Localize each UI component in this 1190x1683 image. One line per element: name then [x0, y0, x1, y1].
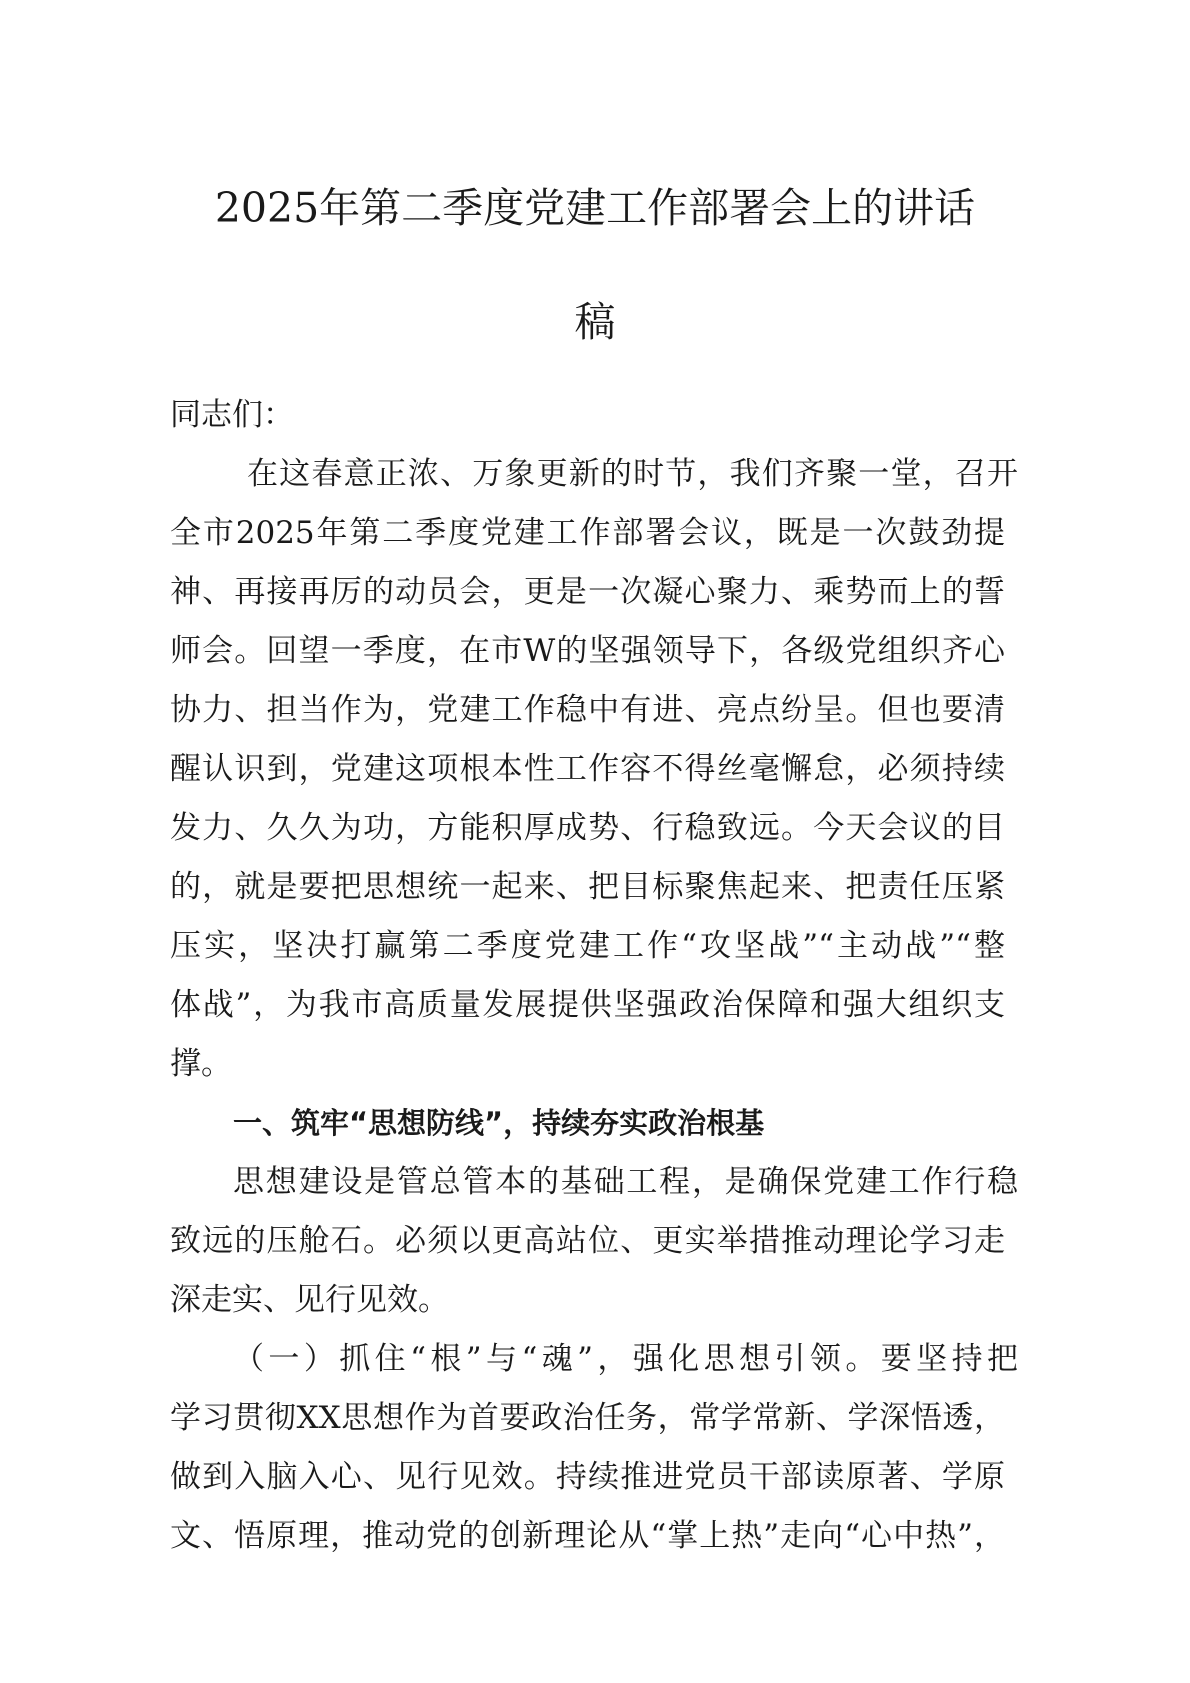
- subsection-line: （一）抓住“根”与“魂”，强化思想引领。要坚持把: [233, 1341, 1018, 1377]
- body-line: 体战”，为我市高质量发展提供坚强政治保障和强大组织支: [170, 987, 1005, 1023]
- section-heading: 一、筑牢“思想防线”，持续夯实政治根基: [233, 1106, 765, 1140]
- body-line: 在这春意正浓、万象更新的时节，我们齐聚一堂，召开: [247, 456, 1018, 492]
- body-line: 致远的压舱石。必须以更高站位、更实举措推动理论学习走: [170, 1223, 1005, 1259]
- body-line: 撑。: [170, 1046, 232, 1082]
- document-title-line1: 2025年第二季度党建工作部署会上的讲话: [214, 184, 976, 232]
- body-line: 神、再接再厉的动员会，更是一次凝心聚力、乘势而上的誓: [170, 574, 1005, 610]
- body-line: 发力、久久为功，方能积厚成势、行稳致远。今天会议的目: [170, 810, 1005, 846]
- body-line: 压实，坚决打赢第二季度党建工作“攻坚战”“主动战”“整: [170, 928, 1005, 964]
- body-line: 全市2025年第二季度党建工作部署会议，既是一次鼓劲提: [170, 515, 1005, 551]
- body-line: 做到入脑入心、见行见效。持续推进党员干部读原著、学原: [170, 1459, 1005, 1495]
- body-line: 思想建设是管总管本的基础工程，是确保党建工作行稳: [233, 1164, 1018, 1200]
- body-line: 的，就是要把思想统一起来、把目标聚焦起来、把责任压紧: [170, 869, 1005, 905]
- body-line: 深走实、见行见效。: [170, 1282, 449, 1318]
- body-line: 师会。回望一季度，在市W的坚强领导下，各级党组织齐心: [170, 633, 1005, 669]
- document-title-line2: 稿: [574, 298, 616, 346]
- body-line: 文、悟原理，推动党的创新理论从“掌上热”走向“心中热”，: [170, 1518, 1005, 1554]
- body-line: 醒认识到，党建这项根本性工作容不得丝毫懈怠，必须持续: [170, 751, 1005, 787]
- salutation: 同志们：: [170, 397, 294, 433]
- body-line: 协力、担当作为，党建工作稳中有进、亮点纷呈。但也要清: [170, 692, 1005, 728]
- body-line: 学习贯彻XX思想作为首要政治任务，常学常新、学深悟透，: [170, 1400, 1005, 1436]
